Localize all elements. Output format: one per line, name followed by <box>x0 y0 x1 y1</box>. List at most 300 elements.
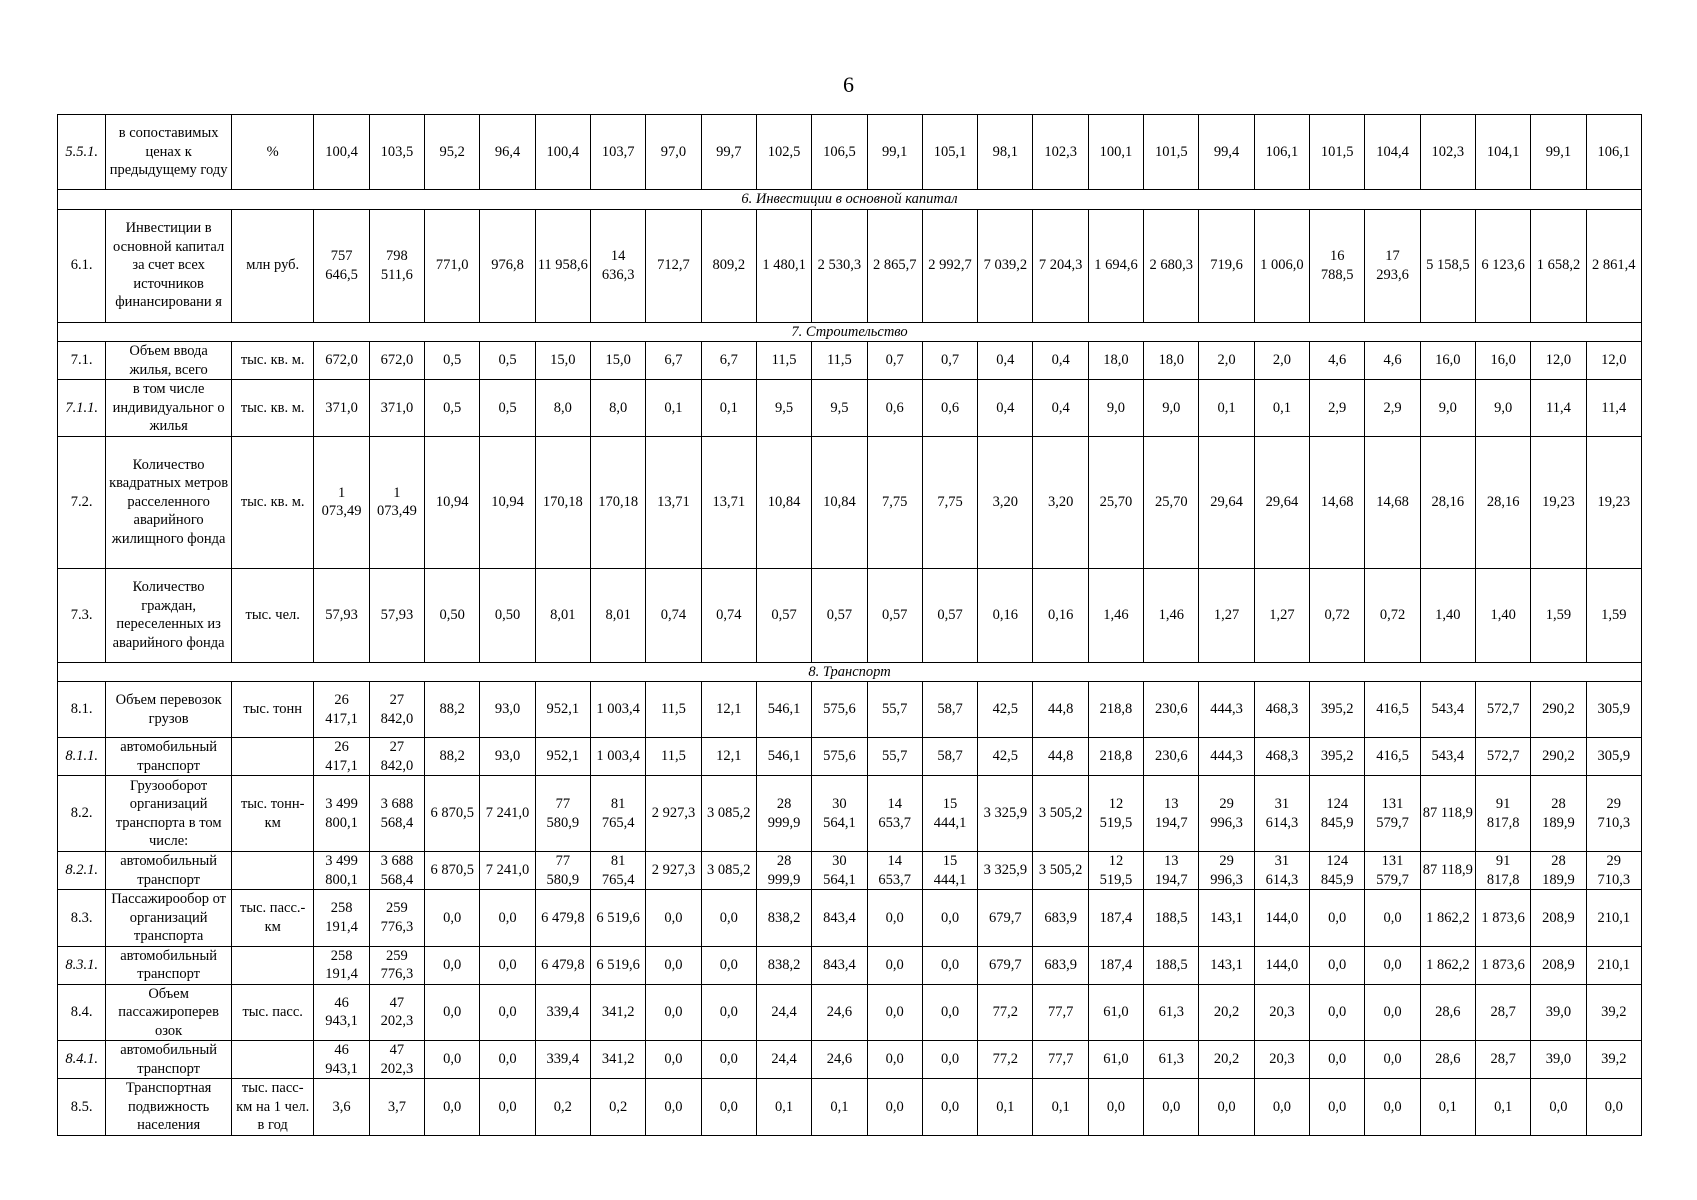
value-cell: 0,0 <box>1310 946 1365 984</box>
value-cell: 8,01 <box>535 568 590 662</box>
value-cell: 1 003,4 <box>590 738 645 776</box>
value-cell: 416,5 <box>1365 738 1420 776</box>
value-cell: 9,5 <box>756 380 811 437</box>
value-cell: 55,7 <box>867 682 922 738</box>
value-cell: 29 710,3 <box>1586 776 1641 852</box>
value-cell: 81 765,4 <box>590 852 645 890</box>
value-cell: 15,0 <box>590 342 645 380</box>
value-cell: 16,0 <box>1475 342 1530 380</box>
value-cell: 0,0 <box>867 1041 922 1079</box>
value-cell: 15 444,1 <box>922 852 977 890</box>
value-cell: 81 765,4 <box>590 776 645 852</box>
unit: % <box>231 115 313 190</box>
value-cell: 305,9 <box>1586 682 1641 738</box>
value-cell: 24,4 <box>756 984 811 1041</box>
value-cell: 771,0 <box>425 209 480 322</box>
value-cell: 0,0 <box>701 984 756 1041</box>
value-cell: 57,93 <box>314 568 369 662</box>
section-header-row <box>58 190 1642 210</box>
value-cell: 395,2 <box>1310 738 1365 776</box>
value-cell: 0,6 <box>867 380 922 437</box>
table-row <box>58 209 1642 322</box>
value-cell: 0,0 <box>1310 890 1365 947</box>
value-cell: 187,4 <box>1088 946 1143 984</box>
value-cell: 0,4 <box>978 342 1033 380</box>
page-number: 6 <box>843 72 854 97</box>
value-cell: 0,1 <box>1033 1079 1088 1136</box>
value-cell: 14 653,7 <box>867 776 922 852</box>
value-cell: 42,5 <box>978 738 1033 776</box>
value-cell: 61,0 <box>1088 984 1143 1041</box>
indicator-name: Количество квадратных метров расселенного аварийного жилищного фонда <box>106 436 232 568</box>
value-cell: 93,0 <box>480 682 535 738</box>
table-row <box>58 342 1642 380</box>
value-cell: 0,0 <box>867 984 922 1041</box>
value-cell: 0,0 <box>701 1041 756 1079</box>
value-cell: 290,2 <box>1531 738 1586 776</box>
value-cell: 0,74 <box>646 568 701 662</box>
value-cell: 87 118,9 <box>1420 852 1475 890</box>
value-cell: 28,7 <box>1475 984 1530 1041</box>
table-row <box>58 436 1642 568</box>
value-cell: 208,9 <box>1531 946 1586 984</box>
value-cell: 0,0 <box>701 1079 756 1136</box>
section-title: 6. Инвестиции в основной капитал <box>58 190 1642 210</box>
value-cell: 187,4 <box>1088 890 1143 947</box>
value-cell: 0,7 <box>922 342 977 380</box>
value-cell: 416,5 <box>1365 682 1420 738</box>
value-cell: 6 519,6 <box>590 890 645 947</box>
value-cell: 4,6 <box>1310 342 1365 380</box>
value-cell: 25,70 <box>1088 436 1143 568</box>
value-cell: 1 694,6 <box>1088 209 1143 322</box>
table-row <box>58 115 1642 190</box>
value-cell: 15 444,1 <box>922 776 977 852</box>
value-cell: 31 614,3 <box>1254 776 1309 852</box>
value-cell: 2 865,7 <box>867 209 922 322</box>
value-cell: 0,0 <box>646 890 701 947</box>
row-code: 8.1. <box>58 682 106 738</box>
value-cell: 61,3 <box>1144 1041 1199 1079</box>
value-cell: 1,40 <box>1420 568 1475 662</box>
value-cell: 1,27 <box>1199 568 1254 662</box>
value-cell: 30 564,1 <box>812 852 867 890</box>
value-cell: 395,2 <box>1310 682 1365 738</box>
value-cell: 3,7 <box>369 1079 424 1136</box>
value-cell: 0,50 <box>480 568 535 662</box>
value-cell: 28,6 <box>1420 984 1475 1041</box>
value-cell: 0,0 <box>701 890 756 947</box>
value-cell: 6,7 <box>701 342 756 380</box>
value-cell: 0,0 <box>922 984 977 1041</box>
value-cell: 10,84 <box>812 436 867 568</box>
value-cell: 0,0 <box>1365 890 1420 947</box>
indicator-name: автомобильный транспорт <box>106 738 232 776</box>
indicator-name: Инвестиции в основной капитал за счет всех источников финансировани я <box>106 209 232 322</box>
value-cell: 2 861,4 <box>1586 209 1641 322</box>
value-cell: 14,68 <box>1310 436 1365 568</box>
value-cell: 8,0 <box>590 380 645 437</box>
table-row <box>58 682 1642 738</box>
value-cell: 2,0 <box>1199 342 1254 380</box>
value-cell: 124 845,9 <box>1310 776 1365 852</box>
value-cell: 104,4 <box>1365 115 1420 190</box>
value-cell: 0,50 <box>425 568 480 662</box>
value-cell: 0,0 <box>922 1041 977 1079</box>
value-cell: 0,0 <box>922 1079 977 1136</box>
value-cell: 0,5 <box>425 342 480 380</box>
row-code: 8.5. <box>58 1079 106 1136</box>
value-cell: 106,1 <box>1586 115 1641 190</box>
table-row <box>58 568 1642 662</box>
value-cell: 131 579,7 <box>1365 776 1420 852</box>
value-cell: 1 073,49 <box>314 436 369 568</box>
value-cell: 30 564,1 <box>812 776 867 852</box>
value-cell: 3 085,2 <box>701 776 756 852</box>
value-cell: 683,9 <box>1033 890 1088 947</box>
value-cell: 31 614,3 <box>1254 852 1309 890</box>
value-cell: 9,0 <box>1420 380 1475 437</box>
row-code: 8.3. <box>58 890 106 947</box>
value-cell: 12,0 <box>1586 342 1641 380</box>
value-cell: 17 293,6 <box>1365 209 1420 322</box>
value-cell: 1 003,4 <box>590 682 645 738</box>
value-cell: 0,0 <box>480 946 535 984</box>
value-cell: 29,64 <box>1199 436 1254 568</box>
value-cell: 468,3 <box>1254 682 1309 738</box>
value-cell: 77 580,9 <box>535 852 590 890</box>
value-cell: 16 788,5 <box>1310 209 1365 322</box>
value-cell: 0,74 <box>701 568 756 662</box>
value-cell: 77,2 <box>978 984 1033 1041</box>
value-cell: 20,3 <box>1254 1041 1309 1079</box>
value-cell: 572,7 <box>1475 738 1530 776</box>
row-code: 7.1. <box>58 342 106 380</box>
unit <box>231 738 313 776</box>
row-code: 8.2. <box>58 776 106 852</box>
value-cell: 101,5 <box>1310 115 1365 190</box>
value-cell: 0,5 <box>480 342 535 380</box>
value-cell: 0,6 <box>922 380 977 437</box>
value-cell: 11,4 <box>1586 380 1641 437</box>
unit: тыс. кв. м. <box>231 380 313 437</box>
indicator-name: автомобильный транспорт <box>106 946 232 984</box>
value-cell: 88,2 <box>425 738 480 776</box>
value-cell: 546,1 <box>756 682 811 738</box>
value-cell: 0,0 <box>646 1079 701 1136</box>
value-cell: 0,0 <box>867 890 922 947</box>
section-title: 8. Транспорт <box>58 662 1642 682</box>
indicator-name: Транспортная подвижность населения <box>106 1079 232 1136</box>
value-cell: 61,3 <box>1144 984 1199 1041</box>
value-cell: 230,6 <box>1144 738 1199 776</box>
table-row <box>58 984 1642 1041</box>
value-cell: 12 519,5 <box>1088 776 1143 852</box>
value-cell: 0,72 <box>1310 568 1365 662</box>
value-cell: 57,93 <box>369 568 424 662</box>
value-cell: 952,1 <box>535 682 590 738</box>
value-cell: 4,6 <box>1365 342 1420 380</box>
indicator-name: Объем ввода жилья, всего <box>106 342 232 380</box>
value-cell: 105,1 <box>922 115 977 190</box>
value-cell: 7 039,2 <box>978 209 1033 322</box>
value-cell: 28 999,9 <box>756 776 811 852</box>
value-cell: 104,1 <box>1475 115 1530 190</box>
value-cell: 3 085,2 <box>701 852 756 890</box>
row-code: 7.1.1. <box>58 380 106 437</box>
value-cell: 3 688 568,4 <box>369 852 424 890</box>
table-row <box>58 380 1642 437</box>
value-cell: 290,2 <box>1531 682 1586 738</box>
value-cell: 24,4 <box>756 1041 811 1079</box>
value-cell: 0,16 <box>1033 568 1088 662</box>
value-cell: 100,4 <box>535 115 590 190</box>
value-cell: 843,4 <box>812 946 867 984</box>
table-row <box>58 738 1642 776</box>
value-cell: 24,6 <box>812 1041 867 1079</box>
value-cell: 0,1 <box>978 1079 1033 1136</box>
unit: тыс. кв. м. <box>231 436 313 568</box>
value-cell: 11 958,6 <box>535 209 590 322</box>
value-cell: 0,2 <box>590 1079 645 1136</box>
value-cell: 0,0 <box>480 984 535 1041</box>
row-code: 6.1. <box>58 209 106 322</box>
value-cell: 0,0 <box>1310 1041 1365 1079</box>
value-cell: 3 325,9 <box>978 852 1033 890</box>
value-cell: 42,5 <box>978 682 1033 738</box>
value-cell: 7,75 <box>922 436 977 568</box>
value-cell: 6 870,5 <box>425 776 480 852</box>
indicator-name: автомобильный транспорт <box>106 1041 232 1079</box>
value-cell: 99,1 <box>867 115 922 190</box>
indicator-name: Грузооборот организаций транспорта в том числе: <box>106 776 232 852</box>
value-cell: 13,71 <box>646 436 701 568</box>
value-cell: 838,2 <box>756 890 811 947</box>
value-cell: 0,1 <box>1475 1079 1530 1136</box>
value-cell: 757 646,5 <box>314 209 369 322</box>
row-code: 8.4. <box>58 984 106 1041</box>
value-cell: 98,1 <box>978 115 1033 190</box>
row-code: 5.5.1. <box>58 115 106 190</box>
value-cell: 712,7 <box>646 209 701 322</box>
unit: тыс. чел. <box>231 568 313 662</box>
value-cell: 0,4 <box>978 380 1033 437</box>
value-cell: 47 202,3 <box>369 984 424 1041</box>
unit: тыс. пасс. <box>231 984 313 1041</box>
value-cell: 14 653,7 <box>867 852 922 890</box>
value-cell: 341,2 <box>590 1041 645 1079</box>
value-cell: 679,7 <box>978 946 1033 984</box>
value-cell: 798 511,6 <box>369 209 424 322</box>
value-cell: 0,57 <box>922 568 977 662</box>
value-cell: 3 505,2 <box>1033 776 1088 852</box>
value-cell: 39,0 <box>1531 1041 1586 1079</box>
value-cell: 6,7 <box>646 342 701 380</box>
value-cell: 12,0 <box>1531 342 1586 380</box>
value-cell: 106,1 <box>1254 115 1309 190</box>
table-row <box>58 1079 1642 1136</box>
value-cell: 0,0 <box>646 946 701 984</box>
value-cell: 809,2 <box>701 209 756 322</box>
value-cell: 371,0 <box>369 380 424 437</box>
value-cell: 2,0 <box>1254 342 1309 380</box>
value-cell: 679,7 <box>978 890 1033 947</box>
value-cell: 3 499 800,1 <box>314 776 369 852</box>
row-code: 8.3.1. <box>58 946 106 984</box>
value-cell: 27 842,0 <box>369 738 424 776</box>
value-cell: 11,4 <box>1531 380 1586 437</box>
value-cell: 838,2 <box>756 946 811 984</box>
value-cell: 0,0 <box>425 1041 480 1079</box>
value-cell: 97,0 <box>646 115 701 190</box>
value-cell: 91 817,8 <box>1475 852 1530 890</box>
value-cell: 1 873,6 <box>1475 946 1530 984</box>
value-cell: 55,7 <box>867 738 922 776</box>
value-cell: 0,0 <box>1365 946 1420 984</box>
value-cell: 93,0 <box>480 738 535 776</box>
value-cell: 29 996,3 <box>1199 776 1254 852</box>
value-cell: 9,0 <box>1144 380 1199 437</box>
value-cell: 11,5 <box>646 682 701 738</box>
value-cell: 719,6 <box>1199 209 1254 322</box>
section-header-row <box>58 662 1642 682</box>
value-cell: 543,4 <box>1420 738 1475 776</box>
row-code: 7.3. <box>58 568 106 662</box>
indicator-name: автомобильный транспорт <box>106 852 232 890</box>
value-cell: 28,16 <box>1420 436 1475 568</box>
value-cell: 9,0 <box>1088 380 1143 437</box>
value-cell: 0,57 <box>756 568 811 662</box>
value-cell: 100,4 <box>314 115 369 190</box>
value-cell: 0,1 <box>646 380 701 437</box>
value-cell: 683,9 <box>1033 946 1088 984</box>
value-cell: 1,27 <box>1254 568 1309 662</box>
unit <box>231 946 313 984</box>
table-row <box>58 776 1642 852</box>
unit: млн руб. <box>231 209 313 322</box>
unit: тыс. тонн <box>231 682 313 738</box>
value-cell: 0,0 <box>646 1041 701 1079</box>
indicator-name: Количество граждан, переселенных из аварийного фонда <box>106 568 232 662</box>
value-cell: 124 845,9 <box>1310 852 1365 890</box>
value-cell: 952,1 <box>535 738 590 776</box>
value-cell: 0,0 <box>1310 1079 1365 1136</box>
value-cell: 1,59 <box>1531 568 1586 662</box>
value-cell: 16,0 <box>1420 342 1475 380</box>
value-cell: 6 123,6 <box>1475 209 1530 322</box>
indicator-name: в сопоставимых ценах к предыдущему году <box>106 115 232 190</box>
value-cell: 47 202,3 <box>369 1041 424 1079</box>
unit: тыс. пасс-км на 1 чел. в год <box>231 1079 313 1136</box>
unit: тыс. пасс.-км <box>231 890 313 947</box>
value-cell: 0,0 <box>646 984 701 1041</box>
row-code: 7.2. <box>58 436 106 568</box>
value-cell: 0,0 <box>425 1079 480 1136</box>
value-cell: 3,6 <box>314 1079 369 1136</box>
value-cell: 3 499 800,1 <box>314 852 369 890</box>
value-cell: 1,59 <box>1586 568 1641 662</box>
value-cell: 543,4 <box>1420 682 1475 738</box>
value-cell: 672,0 <box>314 342 369 380</box>
value-cell: 102,3 <box>1033 115 1088 190</box>
value-cell: 103,7 <box>590 115 645 190</box>
value-cell: 3,20 <box>978 436 1033 568</box>
indicators-table <box>57 114 1642 1136</box>
value-cell: 26 417,1 <box>314 738 369 776</box>
value-cell: 0,0 <box>867 1079 922 1136</box>
value-cell: 341,2 <box>590 984 645 1041</box>
unit: тыс. кв. м. <box>231 342 313 380</box>
value-cell: 258 191,4 <box>314 890 369 947</box>
value-cell: 170,18 <box>535 436 590 568</box>
value-cell: 77,7 <box>1033 1041 1088 1079</box>
value-cell: 170,18 <box>590 436 645 568</box>
value-cell: 3 688 568,4 <box>369 776 424 852</box>
value-cell: 0,0 <box>1365 984 1420 1041</box>
value-cell: 3 505,2 <box>1033 852 1088 890</box>
value-cell: 0,0 <box>480 1079 535 1136</box>
value-cell: 6 519,6 <box>590 946 645 984</box>
value-cell: 87 118,9 <box>1420 776 1475 852</box>
value-cell: 13,71 <box>701 436 756 568</box>
value-cell: 575,6 <box>812 682 867 738</box>
value-cell: 131 579,7 <box>1365 852 1420 890</box>
value-cell: 28 999,9 <box>756 852 811 890</box>
value-cell: 188,5 <box>1144 890 1199 947</box>
value-cell: 1,40 <box>1475 568 1530 662</box>
value-cell: 468,3 <box>1254 738 1309 776</box>
value-cell: 1,46 <box>1144 568 1199 662</box>
value-cell: 0,5 <box>480 380 535 437</box>
value-cell: 143,1 <box>1199 890 1254 947</box>
value-cell: 96,4 <box>480 115 535 190</box>
value-cell: 20,2 <box>1199 984 1254 1041</box>
value-cell: 101,5 <box>1144 115 1199 190</box>
row-code: 8.2.1. <box>58 852 106 890</box>
value-cell: 0,7 <box>867 342 922 380</box>
value-cell: 976,8 <box>480 209 535 322</box>
value-cell: 143,1 <box>1199 946 1254 984</box>
value-cell: 26 417,1 <box>314 682 369 738</box>
value-cell: 28,7 <box>1475 1041 1530 1079</box>
value-cell: 339,4 <box>535 984 590 1041</box>
value-cell: 10,84 <box>756 436 811 568</box>
section-header-row <box>58 322 1642 342</box>
value-cell: 0,72 <box>1365 568 1420 662</box>
value-cell: 20,3 <box>1254 984 1309 1041</box>
value-cell: 1 073,49 <box>369 436 424 568</box>
value-cell: 0,0 <box>922 890 977 947</box>
value-cell: 2,9 <box>1365 380 1420 437</box>
value-cell: 14,68 <box>1365 436 1420 568</box>
value-cell: 0,0 <box>425 946 480 984</box>
value-cell: 28,6 <box>1420 1041 1475 1079</box>
value-cell: 102,5 <box>756 115 811 190</box>
value-cell: 0,0 <box>425 984 480 1041</box>
value-cell: 13 194,7 <box>1144 776 1199 852</box>
value-cell: 20,2 <box>1199 1041 1254 1079</box>
value-cell: 44,8 <box>1033 738 1088 776</box>
value-cell: 58,7 <box>922 738 977 776</box>
value-cell: 339,4 <box>535 1041 590 1079</box>
value-cell: 0,0 <box>480 1041 535 1079</box>
value-cell: 12,1 <box>701 738 756 776</box>
value-cell: 11,5 <box>756 342 811 380</box>
value-cell: 0,4 <box>1033 380 1088 437</box>
value-cell: 29,64 <box>1254 436 1309 568</box>
value-cell: 102,3 <box>1420 115 1475 190</box>
value-cell: 546,1 <box>756 738 811 776</box>
